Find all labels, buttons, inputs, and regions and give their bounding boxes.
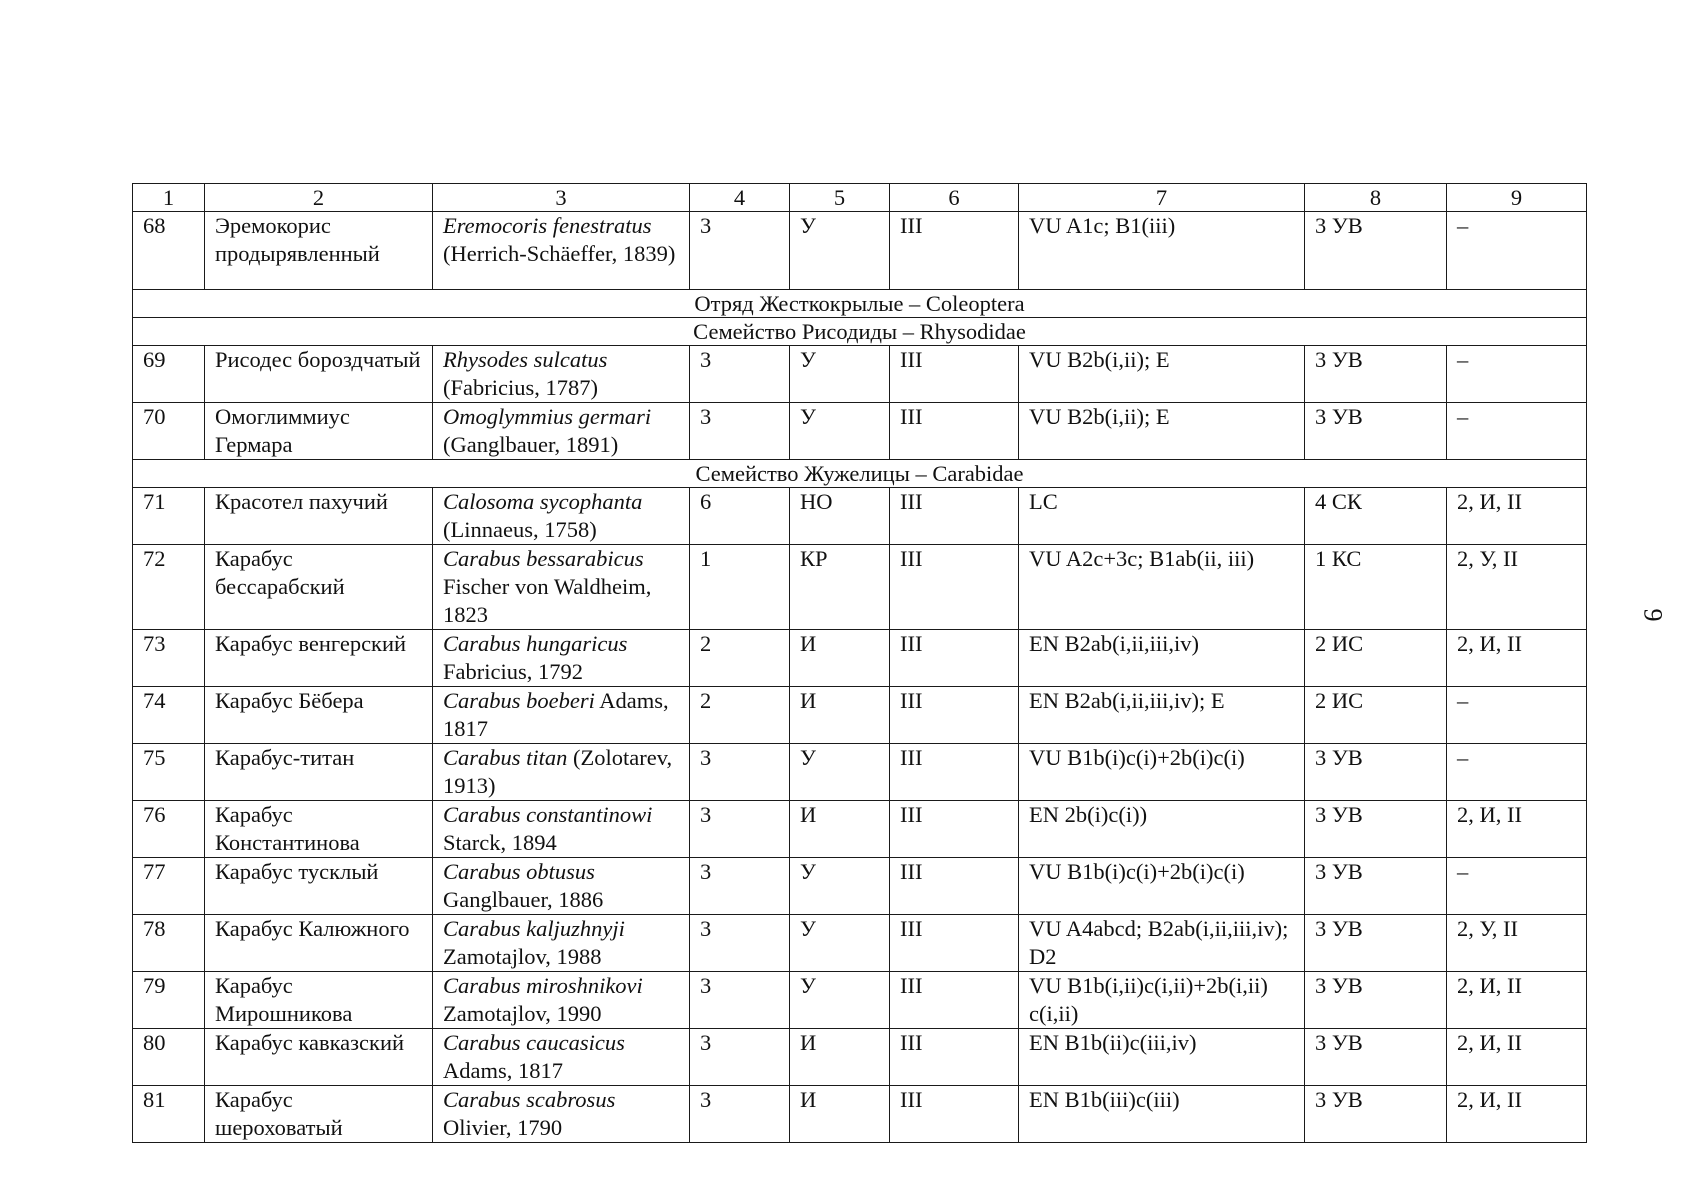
- russian-name: Омоглиммиус Гермара: [205, 403, 433, 460]
- column-8: 3 УВ: [1305, 801, 1447, 858]
- status-column-5: И: [790, 630, 890, 687]
- status-column-5: НО: [790, 488, 890, 545]
- species-table: [132, 183, 1587, 1143]
- iucn-criteria: VU B2b(i,ii); E: [1019, 403, 1305, 460]
- latin-name: [433, 801, 690, 858]
- column-8: 3 УВ: [1305, 1086, 1447, 1143]
- category-column-4: 2: [690, 687, 790, 744]
- column-9: 2, И, II: [1447, 972, 1587, 1029]
- status-column-5: У: [790, 858, 890, 915]
- russian-name: Карабус Мирошникова: [205, 972, 433, 1029]
- section-heading-row: [133, 290, 1587, 318]
- species-row: [133, 630, 1587, 687]
- table-body: [133, 184, 1587, 1143]
- section-heading-row: [133, 318, 1587, 346]
- latin-name: [433, 346, 690, 403]
- row-number: 72: [133, 545, 205, 630]
- column-6: III: [890, 915, 1019, 972]
- latin-author: (Zolotarev, 1913): [443, 745, 673, 798]
- column-8: 1 КС: [1305, 545, 1447, 630]
- latin-author: Adams, 1817: [443, 1058, 563, 1083]
- row-number: 71: [133, 488, 205, 545]
- status-column-5: И: [790, 1086, 890, 1143]
- section-heading: Отряд Жесткокрылые – Coleoptera: [133, 290, 1587, 318]
- latin-name: [433, 744, 690, 801]
- column-6: III: [890, 1029, 1019, 1086]
- latin-name: [433, 858, 690, 915]
- latin-binomial: Calosoma sycophanta: [443, 489, 643, 514]
- column-number: 8: [1305, 184, 1447, 212]
- russian-name: Красотел пахучий: [205, 488, 433, 545]
- species-row: [133, 346, 1587, 403]
- species-row: [133, 744, 1587, 801]
- column-6: III: [890, 744, 1019, 801]
- latin-binomial: Carabus constantinowi: [443, 802, 653, 827]
- iucn-criteria: EN B2ab(i,ii,iii,iv); E: [1019, 687, 1305, 744]
- latin-binomial: Carabus titan: [443, 745, 568, 770]
- column-number-row: [133, 184, 1587, 212]
- column-6: III: [890, 858, 1019, 915]
- category-column-4: 3: [690, 972, 790, 1029]
- latin-author: Fischer von Waldheim, 1823: [443, 574, 652, 627]
- status-column-5: КР: [790, 545, 890, 630]
- species-row: [133, 801, 1587, 858]
- latin-name: [433, 972, 690, 1029]
- column-8: 3 УВ: [1305, 403, 1447, 460]
- column-9: 2, И, II: [1447, 801, 1587, 858]
- column-6: III: [890, 1086, 1019, 1143]
- iucn-criteria: EN B1b(iii)c(iii): [1019, 1086, 1305, 1143]
- column-8: 3 УВ: [1305, 915, 1447, 972]
- iucn-criteria: LC: [1019, 488, 1305, 545]
- iucn-criteria: VU A2c+3c; B1ab(ii, iii): [1019, 545, 1305, 630]
- russian-name: Карабус Бёбера: [205, 687, 433, 744]
- category-column-4: 3: [690, 744, 790, 801]
- page-number: 9: [1638, 608, 1668, 622]
- iucn-criteria: EN B1b(ii)c(iii,iv): [1019, 1029, 1305, 1086]
- species-row: [133, 687, 1587, 744]
- category-column-4: 3: [690, 1086, 790, 1143]
- russian-name: Карабус шероховатый: [205, 1086, 433, 1143]
- iucn-criteria: VU B1b(i)c(i)+2b(i)c(i): [1019, 744, 1305, 801]
- column-9: 2, И, II: [1447, 630, 1587, 687]
- column-6: III: [890, 545, 1019, 630]
- column-9: 2, У, II: [1447, 915, 1587, 972]
- row-number: 79: [133, 972, 205, 1029]
- status-column-5: У: [790, 212, 890, 290]
- column-8: 3 УВ: [1305, 1029, 1447, 1086]
- column-8: 2 ИС: [1305, 630, 1447, 687]
- category-column-4: 6: [690, 488, 790, 545]
- column-6: III: [890, 403, 1019, 460]
- column-9: –: [1447, 687, 1587, 744]
- status-column-5: И: [790, 801, 890, 858]
- category-column-4: 3: [690, 1029, 790, 1086]
- column-8: 3 УВ: [1305, 972, 1447, 1029]
- status-column-5: И: [790, 687, 890, 744]
- column-number: 9: [1447, 184, 1587, 212]
- species-row: [133, 545, 1587, 630]
- russian-name: Карабус тусклый: [205, 858, 433, 915]
- latin-author: Starck, 1894: [443, 830, 557, 855]
- column-6: III: [890, 488, 1019, 545]
- column-9: 2, И, II: [1447, 1086, 1587, 1143]
- section-heading: Семейство Рисодиды – Rhysodidae: [133, 318, 1587, 346]
- russian-name: Карабус кавказский: [205, 1029, 433, 1086]
- latin-name: [433, 630, 690, 687]
- latin-binomial: Carabus scabrosus: [443, 1087, 616, 1112]
- row-number: 68: [133, 212, 205, 290]
- category-column-4: 2: [690, 630, 790, 687]
- latin-name: [433, 687, 690, 744]
- latin-name: [433, 1029, 690, 1086]
- species-row: [133, 488, 1587, 545]
- column-number: 7: [1019, 184, 1305, 212]
- latin-author: Zamotajlov, 1990: [443, 1001, 602, 1026]
- latin-author: Fabricius, 1792: [443, 659, 583, 684]
- column-9: 2, У, II: [1447, 545, 1587, 630]
- latin-author: (Ganglbauer, 1891): [443, 432, 619, 457]
- latin-name: [433, 403, 690, 460]
- latin-binomial: Eremocoris fenestratus: [443, 213, 652, 238]
- row-number: 75: [133, 744, 205, 801]
- latin-binomial: Rhysodes sulcatus: [443, 347, 608, 372]
- category-column-4: 3: [690, 346, 790, 403]
- section-heading: Семейство Жужелицы – Carabidae: [133, 460, 1587, 488]
- column-number: 1: [133, 184, 205, 212]
- species-row: [133, 858, 1587, 915]
- column-number: 5: [790, 184, 890, 212]
- column-number: 6: [890, 184, 1019, 212]
- latin-author: Adams, 1817: [443, 688, 669, 741]
- status-column-5: У: [790, 744, 890, 801]
- russian-name: Карабус-титан: [205, 744, 433, 801]
- column-9: –: [1447, 858, 1587, 915]
- column-8: 3 УВ: [1305, 346, 1447, 403]
- species-row: [133, 915, 1587, 972]
- column-6: III: [890, 212, 1019, 290]
- column-6: III: [890, 346, 1019, 403]
- russian-name: Карабус Калюжного: [205, 915, 433, 972]
- latin-binomial: Carabus hungaricus: [443, 631, 628, 656]
- category-column-4: 1: [690, 545, 790, 630]
- status-column-5: И: [790, 1029, 890, 1086]
- latin-author: (Fabricius, 1787): [443, 375, 598, 400]
- section-heading-row: [133, 460, 1587, 488]
- iucn-criteria: EN 2b(i)c(i)): [1019, 801, 1305, 858]
- row-number: 74: [133, 687, 205, 744]
- column-6: III: [890, 801, 1019, 858]
- iucn-criteria: VU A4abcd; B2ab(i,ii,iii,iv); D2: [1019, 915, 1305, 972]
- iucn-criteria: VU B2b(i,ii); E: [1019, 346, 1305, 403]
- latin-binomial: Omoglymmius germari: [443, 404, 652, 429]
- column-6: III: [890, 972, 1019, 1029]
- row-number: 73: [133, 630, 205, 687]
- column-number: 3: [433, 184, 690, 212]
- column-8: 2 ИС: [1305, 687, 1447, 744]
- latin-author: (Herrich-Schäeffer, 1839): [443, 241, 676, 266]
- column-6: III: [890, 687, 1019, 744]
- latin-binomial: Carabus miroshnikovi: [443, 973, 643, 998]
- latin-name: [433, 212, 690, 290]
- iucn-criteria: VU B1b(i,ii)c(i,ii)+2b(i,ii) c(i,ii): [1019, 972, 1305, 1029]
- row-number: 76: [133, 801, 205, 858]
- latin-author: Ganglbauer, 1886: [443, 887, 604, 912]
- latin-author: (Linnaeus, 1758): [443, 517, 597, 542]
- species-row: [133, 1086, 1587, 1143]
- category-column-4: 3: [690, 915, 790, 972]
- russian-name: Эремокорис продырявленный: [205, 212, 433, 290]
- row-number: 78: [133, 915, 205, 972]
- column-9: –: [1447, 403, 1587, 460]
- latin-name: [433, 1086, 690, 1143]
- russian-name: Карабус венгерский: [205, 630, 433, 687]
- column-number: 2: [205, 184, 433, 212]
- species-row: [133, 1029, 1587, 1086]
- latin-binomial: Carabus obtusus: [443, 859, 595, 884]
- category-column-4: 3: [690, 403, 790, 460]
- status-column-5: У: [790, 915, 890, 972]
- row-number: 80: [133, 1029, 205, 1086]
- status-column-5: У: [790, 972, 890, 1029]
- latin-binomial: Carabus kaljuzhnyji: [443, 916, 625, 941]
- latin-name: [433, 488, 690, 545]
- latin-name: [433, 915, 690, 972]
- category-column-4: 3: [690, 801, 790, 858]
- latin-author: Olivier, 1790: [443, 1115, 563, 1140]
- column-8: 3 УВ: [1305, 744, 1447, 801]
- latin-binomial: Carabus bessarabicus: [443, 546, 644, 571]
- column-6: III: [890, 630, 1019, 687]
- row-number: 70: [133, 403, 205, 460]
- status-column-5: У: [790, 403, 890, 460]
- russian-name: Карабус бессарабский: [205, 545, 433, 630]
- row-number: 69: [133, 346, 205, 403]
- status-column-5: У: [790, 346, 890, 403]
- column-8: 3 УВ: [1305, 858, 1447, 915]
- column-9: 2, И, II: [1447, 1029, 1587, 1086]
- species-row: [133, 212, 1587, 290]
- column-number: 4: [690, 184, 790, 212]
- category-column-4: 3: [690, 858, 790, 915]
- column-9: –: [1447, 212, 1587, 290]
- row-number: 77: [133, 858, 205, 915]
- row-number: 81: [133, 1086, 205, 1143]
- species-row: [133, 972, 1587, 1029]
- column-9: 2, И, II: [1447, 488, 1587, 545]
- column-8: 4 СК: [1305, 488, 1447, 545]
- latin-author: Zamotajlov, 1988: [443, 944, 602, 969]
- russian-name: Рисодес бороздчатый: [205, 346, 433, 403]
- column-9: –: [1447, 346, 1587, 403]
- latin-binomial: Carabus boeberi: [443, 688, 595, 713]
- latin-binomial: Carabus caucasicus: [443, 1030, 625, 1055]
- column-9: –: [1447, 744, 1587, 801]
- iucn-criteria: EN B2ab(i,ii,iii,iv): [1019, 630, 1305, 687]
- iucn-criteria: VU A1c; B1(iii): [1019, 212, 1305, 290]
- latin-name: [433, 545, 690, 630]
- category-column-4: 3: [690, 212, 790, 290]
- species-row: [133, 403, 1587, 460]
- iucn-criteria: VU B1b(i)c(i)+2b(i)c(i): [1019, 858, 1305, 915]
- column-8: 3 УВ: [1305, 212, 1447, 290]
- russian-name: Карабус Константинова: [205, 801, 433, 858]
